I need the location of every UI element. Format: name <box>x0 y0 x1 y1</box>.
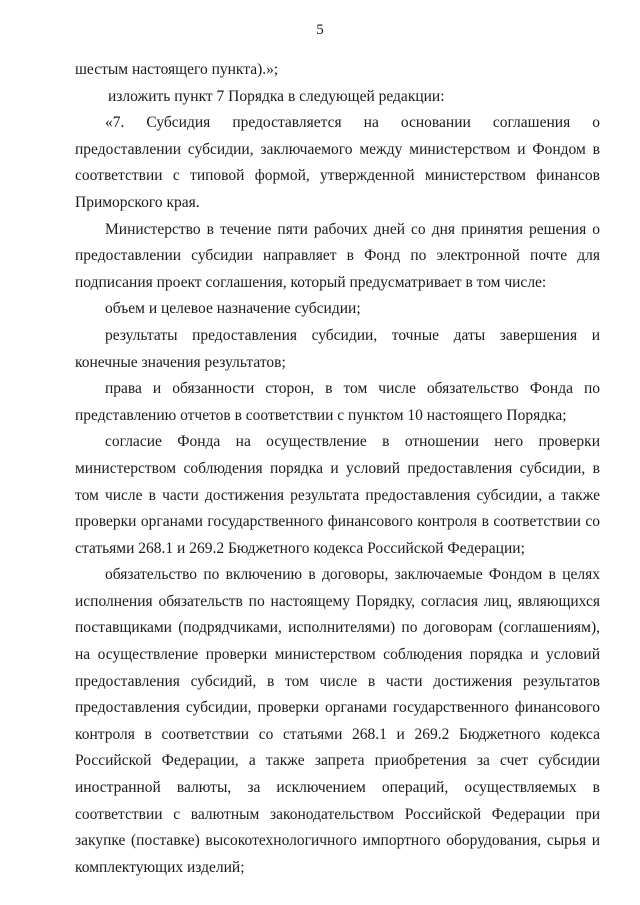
page-number: 5 <box>316 22 324 38</box>
document-body <box>75 57 600 881</box>
paragraph-list-item: согласие Фонда на осуществление в отношении него проверки министерством соблюдения порядка и условий предоставления субсидии, в том числе в части достижения результата предоставления субсидии, а также проверки органами государственного финансового контроля в соответствии со статьями 268.1 и 269.2 Бюджетного кодекса Российской Федерации; <box>75 433 600 557</box>
paragraph-ministry-terms: Министерство в течение пяти рабочих дней со дня принятия решения о предоставлении субсидии направляет в Фонд по электронной почте для подписания проект соглашения, который предусматривает в том числе: <box>75 220 600 291</box>
paragraph-continuation: шестым настоящего пункта).»; <box>75 61 279 78</box>
paragraph-list-item: обязательство по включению в договоры, заключаемые Фондом в целях исполнения обязательств по настоящему Порядку, согласия лиц, являющихся поставщиками (подрядчиками, исполнителями) по договорам (соглашениям), на осуществление проверки министерством соблюдения порядка и условий предоставления субсидий, в том числе в части достижения результатов предоставления субсидии, проверки органами государственного финансового контроля в соответствии со статьями 268.1 и 269.2 Бюджетного кодекса Российской Федерации, а также запрета приобретения за счет субсидии иностранной валюты, за исключением операций, осуществляемых в соответствии с валютным законодательством Российской Федерации при закупке (поставке) высокотехнологичного импортного оборудования, сырья и комплектующих изделий; <box>75 566 600 876</box>
paragraph-instruction: изложить пункт 7 Порядка в следующей редакции: <box>108 87 445 105</box>
paragraph-list-item: права и обязанности сторон, в том числе обязательство Фонда по представлению отчетов в соответствии с пунктом 10 настоящего Порядка; <box>75 380 600 424</box>
paragraph-list-item: объем и целевое назначение субсидии; <box>105 300 361 318</box>
paragraph-clause-7: «7. Субсидия предоставляется на основании соглашения о предоставлении субсидии, заключаемого между министерством и Фондом в соответствии с типовой формой, утвержденной министерством финансов Приморского края. <box>75 114 600 211</box>
paragraph-list-item: результаты предоставления субсидии, точные даты завершения и конечные значения результатов; <box>75 326 600 371</box>
